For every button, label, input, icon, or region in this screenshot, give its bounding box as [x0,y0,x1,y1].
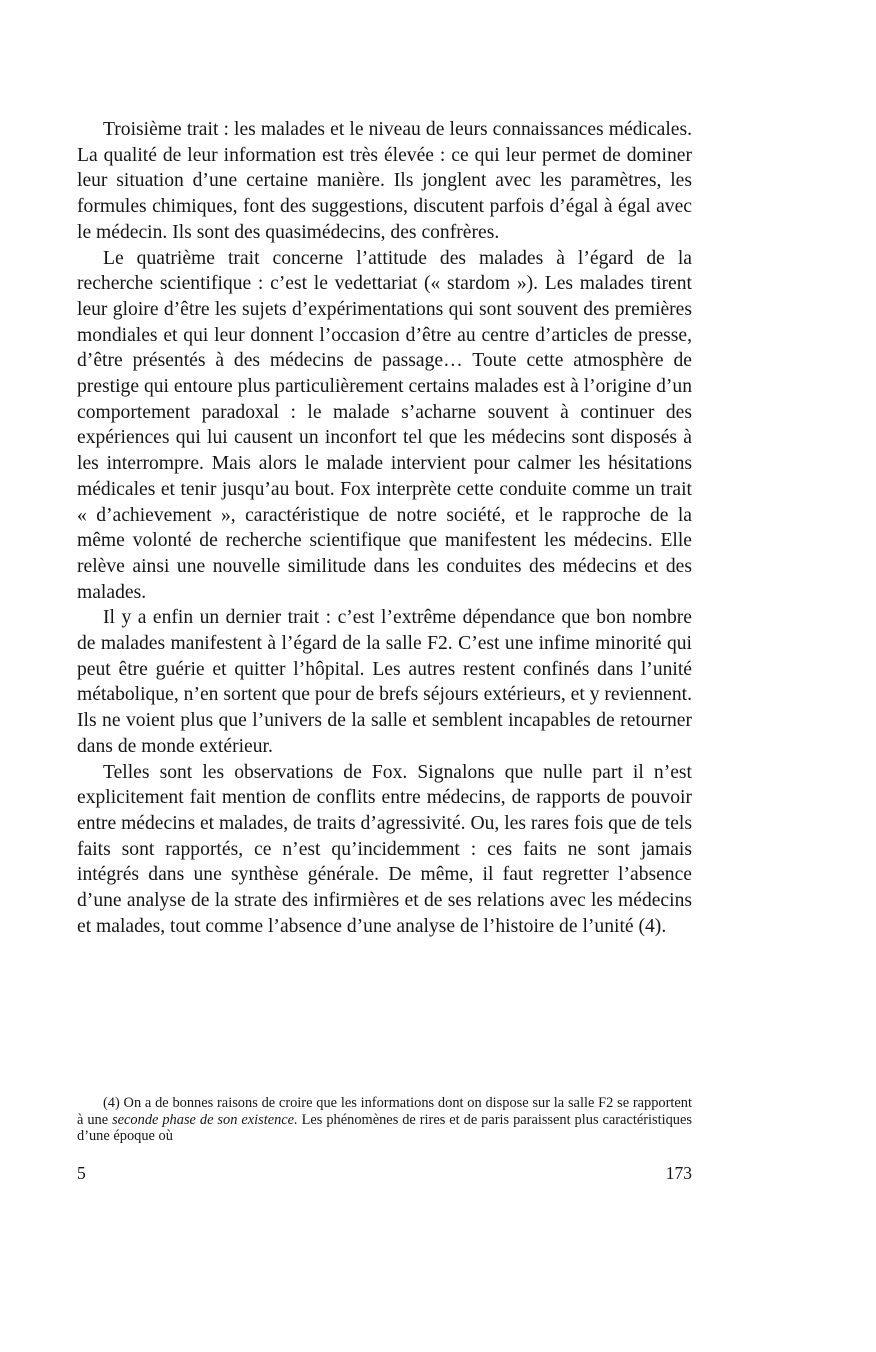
footnote-text-before: (4) On a de bonnes raisons de croire que les informations dont on dispose sur la salle F2 se rapportent à une [77,1095,692,1128]
page-number: 173 [665,1163,692,1183]
signature-mark: 5 [77,1163,86,1183]
footnote-italic-phrase: seconde phase de son existence. [112,1111,298,1128]
paragraph-fourth-trait: Le quatrième trait concerne l’attitude des malades à l’égard de la recherche scientifique : c’est le vedettariat (« stardom »). Les malades tirent leur gloire d’être les sujets d’expérimentations qui sont souvent des premières mondiales et qui leur donnent l’occasion d’être au centre d’articles de presse, d’être présentés à des médecins de passage… Toute cette atmosphère de prestige qui entoure plus particulièrement certains malades est à l’origine d’un comportement paradoxal : le malade s’acharne souvent à continuer des expériences qui lui causent un inconfort tel que les médecins sont disposés à les interrompre. Mais alors le malade intervient pour calmer les hésitations médicales et tenir jusqu’au bout. Fox interprète cette conduite comme un trait « d’achievement », caractéristique de notre société, et le rapproche de la même volonté de recherche scientifique que manifestent les médecins. Elle relève ainsi une nouvelle similitude dans les conduites des médecins et des malades. [77,247,692,603]
page-footer [77,1163,692,1184]
main-text [77,117,692,940]
paragraph-third-trait: Troisième trait : les malades et le niveau de leurs connaissances médicales. La qualité de leur information est très élevée : ce qui leur permet de dominer leur situation d’une certaine manière. Ils jonglent avec les paramètres, les formules chimiques, font des suggestions, discutent parfois d’égal à égal avec le médecin. Ils sont des quasimédecins, des confrères. [77,119,692,243]
footnote-text-after: Les phénomènes de rires et de paris paraissent plus caractéristiques d’une époque où [77,1111,692,1144]
footnote [77,1095,692,1145]
footnote-4 [77,1095,692,1145]
paragraph-last-trait: Il y a enfin un dernier trait : c’est l’extrême dépendance que bon nombre de malades manifestent à l’égard de la salle F2. C’est une infime minorité qui peut être guérie et quitter l’hôpital. Les autres restent confinés dans l’unité métabolique, n’en sortent que pour de brefs séjours extérieurs, et y reviennent. Ils ne voient plus que l’univers de la salle et semblent incapables de retourner dans de monde extérieur. [77,607,692,757]
paragraph-fox-observations: Telles sont les observations de Fox. Signalons que nulle part il n’est explicitement fait mention de conflits entre médecins, de rapports de pouvoir entre médecins et malades, de traits d’agressivité. Ou, les rares fois que de tels faits sont rapportés, ce n’est qu’incidemment : ces faits ne sont jamais intégrés dans une synthèse générale. De même, il faut regretter l’absence d’une analyse de la strate des infirmières et de ses relations avec les médecins et malades, tout comme l’absence d’une analyse de l’histoire de l’unité (4). [77,761,692,937]
